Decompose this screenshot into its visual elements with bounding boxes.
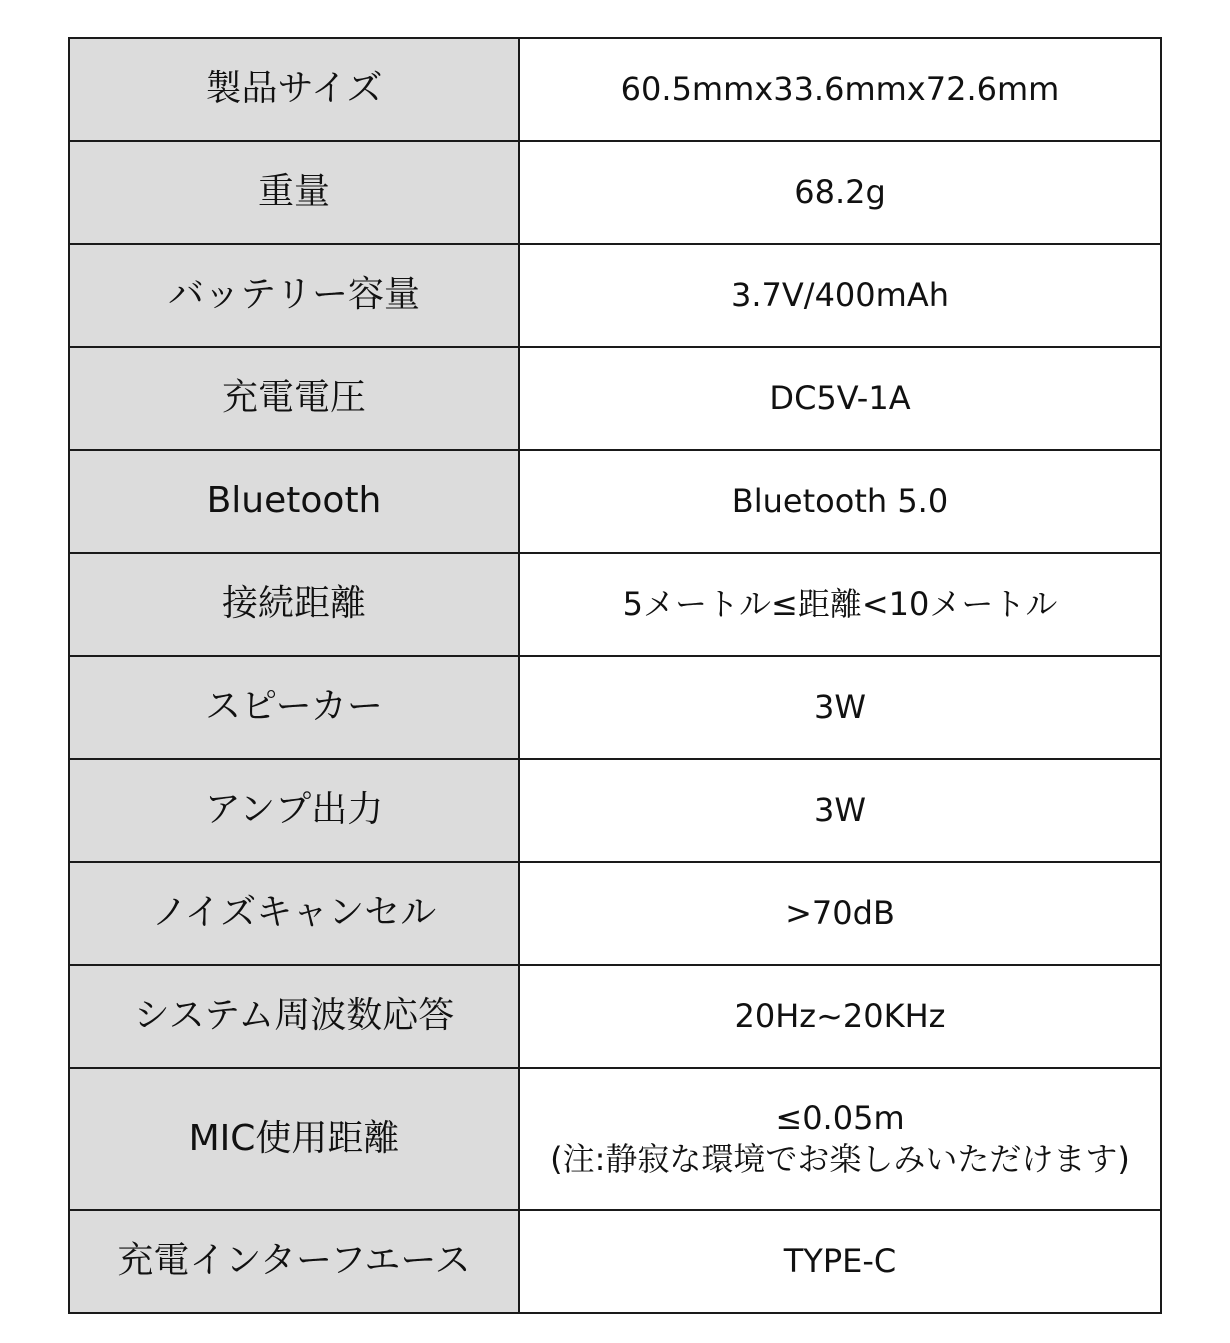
spec-value: 20Hz~20KHz: [519, 965, 1161, 1068]
table-row: [69, 244, 1161, 347]
spec-value: 3.7V/400mAh: [519, 244, 1161, 347]
spec-label: 充電インターフエース: [69, 1210, 519, 1313]
spec-label: アンプ出力: [69, 759, 519, 862]
spec-label: Bluetooth: [69, 450, 519, 553]
table-row: [69, 1210, 1161, 1313]
spec-value: 60.5mmx33.6mmx72.6mm: [519, 38, 1161, 141]
spec-value: 3W: [519, 759, 1161, 862]
spec-value-main: ≤0.05m: [775, 1099, 905, 1138]
spec-value: 5メートル≤距離<10メートル: [519, 553, 1161, 656]
spec-label: スピーカー: [69, 656, 519, 759]
table-row: [69, 553, 1161, 656]
spec-value: DC5V-1A: [519, 347, 1161, 450]
spec-value: TYPE-C: [519, 1210, 1161, 1313]
spec-label: 重量: [69, 141, 519, 244]
table-row: [69, 965, 1161, 1068]
spec-value: Bluetooth 5.0: [519, 450, 1161, 553]
spec-label: 充電電圧: [69, 347, 519, 450]
spec-value-note: (注:静寂な環境でお楽しみいただけます): [550, 1140, 1130, 1178]
spec-label: 製品サイズ: [69, 38, 519, 141]
table-row: [69, 450, 1161, 553]
spec-label: MIC使用距離: [69, 1068, 519, 1210]
table-row: [69, 38, 1161, 141]
table-row: [69, 656, 1161, 759]
spec-value: 3W: [519, 656, 1161, 759]
table-row: [69, 759, 1161, 862]
table-row: [69, 141, 1161, 244]
table-row: [69, 1068, 1161, 1210]
table-row: [69, 347, 1161, 450]
spec-value: 68.2g: [519, 141, 1161, 244]
spec-value: >70dB: [519, 862, 1161, 965]
spec-label: ノイズキャンセル: [69, 862, 519, 965]
spec-table: [68, 37, 1162, 1314]
spec-label: バッテリー容量: [69, 244, 519, 347]
spec-label: 接続距離: [69, 553, 519, 656]
spec-label: システム周波数応答: [69, 965, 519, 1068]
spec-value: [519, 1068, 1161, 1210]
table-row: [69, 862, 1161, 965]
